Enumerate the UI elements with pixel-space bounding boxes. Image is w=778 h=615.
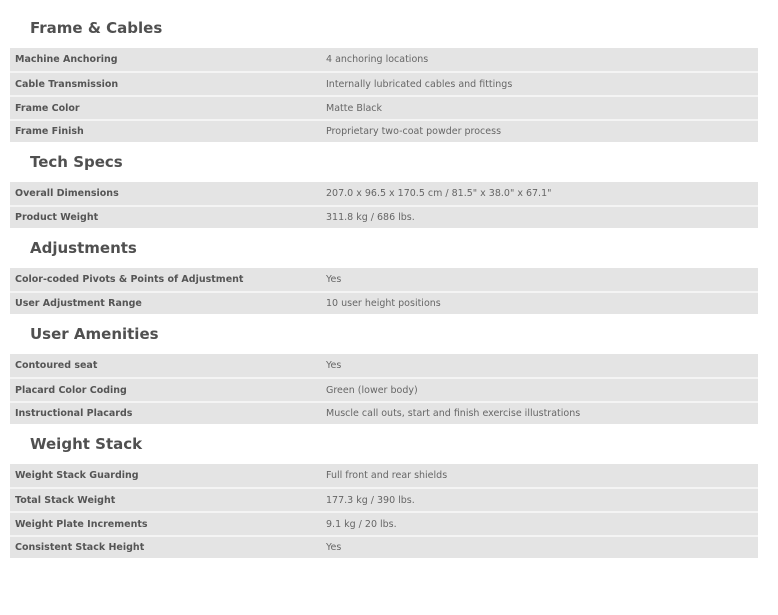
- table-row: [10, 206, 758, 228]
- table-row: [10, 292, 758, 314]
- table-row: [10, 402, 758, 424]
- section-title: User Amenities: [30, 325, 159, 343]
- spec-label: Consistent Stack Height: [15, 542, 145, 553]
- section-title: Weight Stack: [30, 435, 143, 453]
- spec-label: User Adjustment Range: [15, 298, 142, 309]
- table-row: [10, 268, 758, 292]
- spec-value: Matte Black: [326, 102, 383, 114]
- spec-value: Proprietary two-coat powder process: [326, 126, 502, 137]
- spec-table: [10, 268, 758, 314]
- spec-label: Contoured seat: [15, 360, 98, 371]
- section-user-amenities: [0, 314, 778, 424]
- table-row: [10, 488, 758, 512]
- spec-label: Weight Plate Increments: [15, 518, 148, 530]
- table-row: [10, 512, 758, 536]
- section-title: Adjustments: [30, 239, 137, 257]
- spec-value: Muscle call outs, start and finish exercise illustrations: [326, 408, 581, 419]
- spec-value: 177.3 kg / 390 lbs.: [326, 494, 415, 506]
- table-row: [10, 96, 758, 120]
- table-row: [10, 536, 758, 558]
- section-title: Frame & Cables: [30, 19, 163, 37]
- spec-table: [10, 464, 758, 558]
- spec-value: Yes: [326, 542, 342, 553]
- spec-value: Yes: [326, 274, 342, 285]
- table-row: [10, 378, 758, 402]
- spec-table: [10, 182, 758, 228]
- spec-value: 207.0 x 96.5 x 170.5 cm / 81.5" x 38.0" x 67.1": [326, 188, 552, 199]
- spec-label: Weight Stack Guarding: [15, 470, 139, 481]
- spec-value: 4 anchoring locations: [326, 54, 429, 65]
- section-frame-cables: [0, 0, 778, 142]
- table-row: [10, 354, 758, 378]
- table-row: [10, 72, 758, 96]
- spec-label: Total Stack Weight: [15, 494, 116, 506]
- spec-label: Machine Anchoring: [15, 54, 118, 65]
- spec-label: Frame Finish: [15, 126, 84, 137]
- spec-value: 311.8 kg / 686 lbs.: [326, 212, 415, 223]
- spec-value: Internally lubricated cables and fittings: [326, 78, 513, 90]
- spec-value: 9.1 kg / 20 lbs.: [326, 518, 397, 530]
- table-row: [10, 48, 758, 72]
- section-weight-stack: [0, 424, 778, 558]
- spec-value: Yes: [326, 360, 342, 371]
- section-title: Tech Specs: [30, 153, 123, 171]
- spec-value: Full front and rear shields: [326, 470, 448, 481]
- table-row: [10, 120, 758, 142]
- spec-table: [10, 354, 758, 424]
- spec-label: Frame Color: [15, 102, 80, 114]
- spec-label: Placard Color Coding: [15, 384, 127, 396]
- spec-label: Product Weight: [15, 212, 99, 223]
- table-row: [10, 182, 758, 206]
- spec-value: 10 user height positions: [326, 298, 441, 309]
- spec-table: [10, 48, 758, 142]
- table-row: [10, 464, 758, 488]
- spec-label: Instructional Placards: [15, 408, 133, 419]
- spec-label: Color-coded Pivots & Points of Adjustment: [15, 274, 244, 285]
- section-tech-specs: [0, 142, 778, 228]
- spec-label: Overall Dimensions: [15, 188, 119, 199]
- spec-label: Cable Transmission: [15, 78, 119, 90]
- section-adjustments: [0, 228, 778, 314]
- spec-value: Green (lower body): [326, 384, 418, 396]
